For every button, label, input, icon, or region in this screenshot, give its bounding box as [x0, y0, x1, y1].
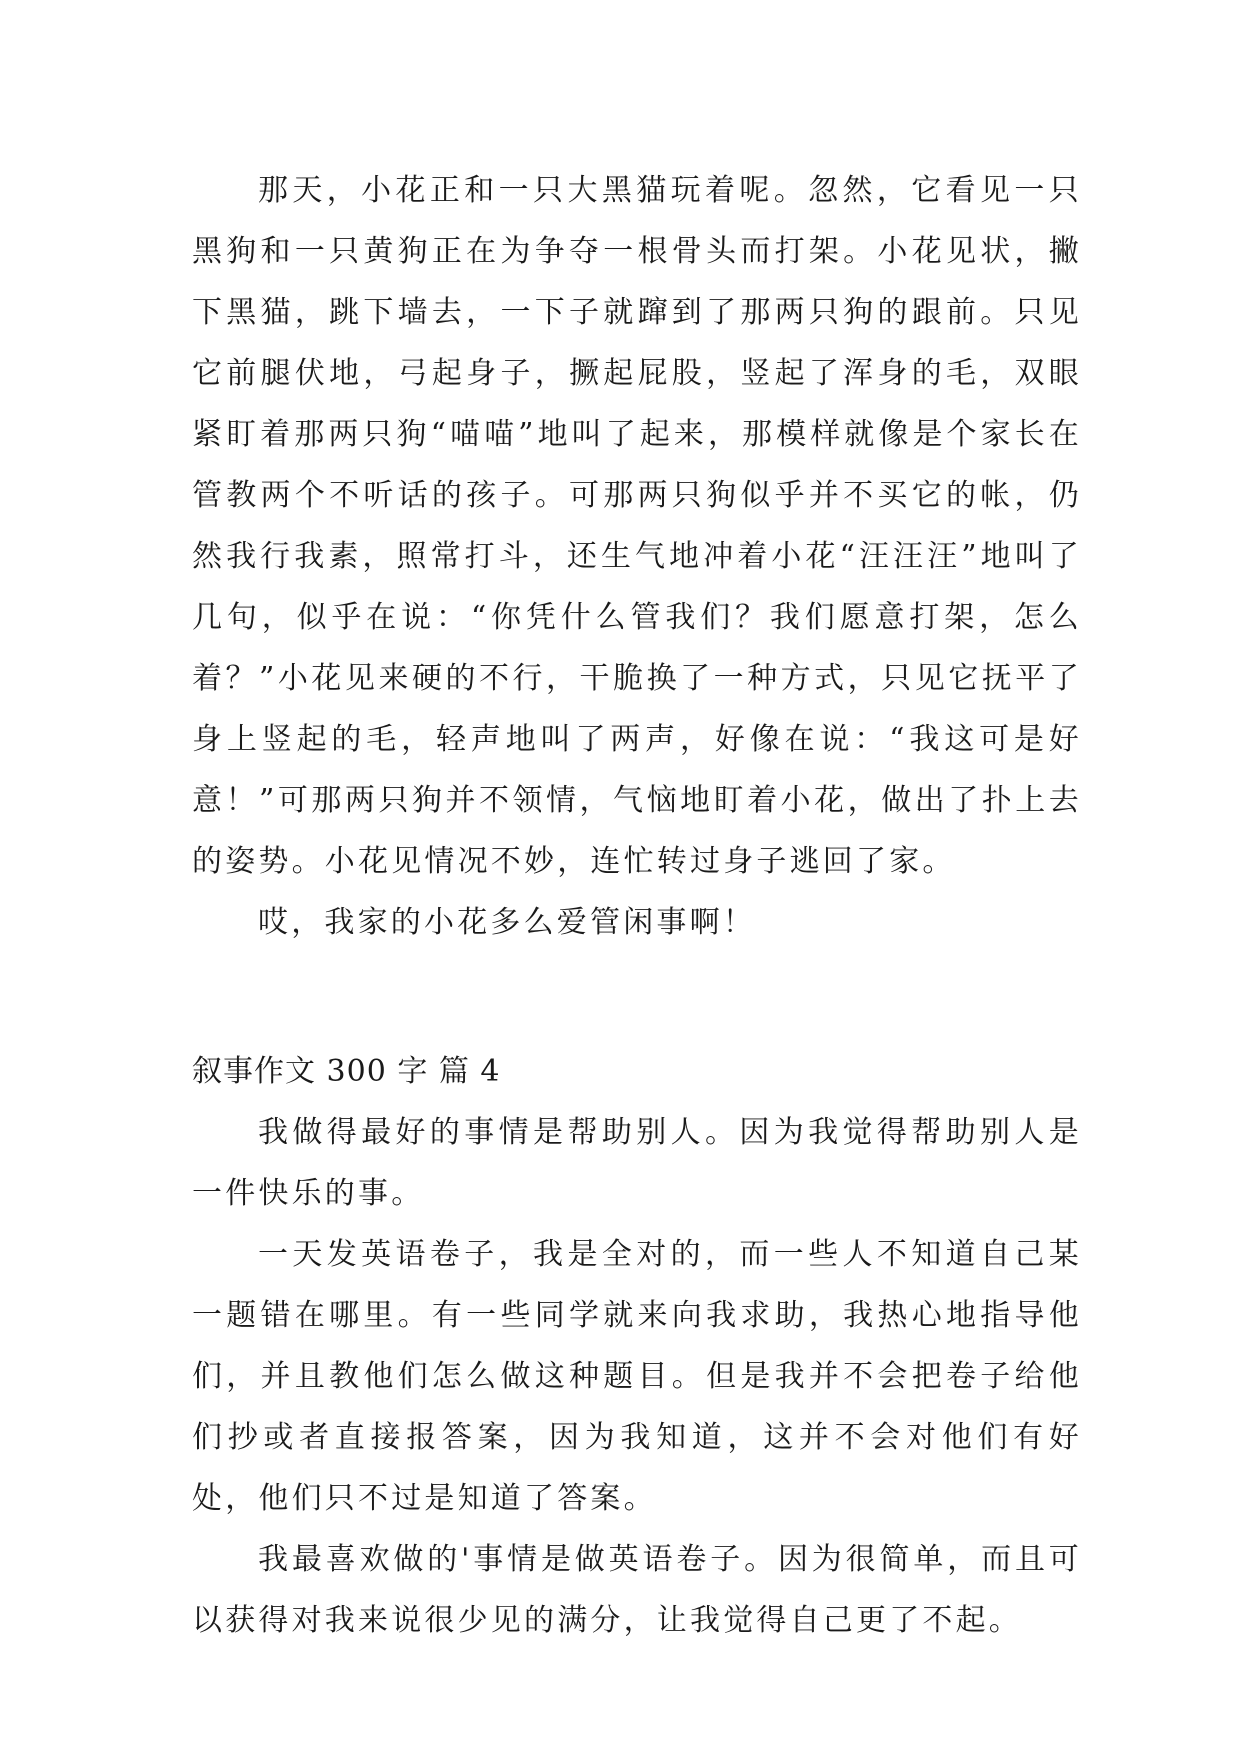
section-heading: 叙事作文 300 字 篇 4 — [192, 1054, 501, 1089]
story4-paragraph-2: 一天发英语卷子，我是全对的，而一些人不知道自己某一题错在哪里。有一些同学就来向我求助，我热心地指导他们，并且教他们怎么做这种题目。但是我并不会把卷子给他们抄或者直接报答案，因为我知道，这并不会对他们有好处，他们只不过是知道了答案。 — [192, 1237, 1082, 1516]
story3-paragraph-1: 那天，小花正和一只大黑猫玩着呢。忽然，它看见一只黑狗和一只黄狗正在为争夺一根骨头而打架。小花见状，撇下黑猫，跳下墙去，一下子就蹿到了那两只狗的跟前。只见它前腿伏地，弓起身子，撅起屁股，竖起了浑身的毛，双眼紧盯着那两只狗“喵喵”地叫了起来，那模样就像是个家长在管教两个不听话的孩子。可那两只狗似乎并不买它的帐，仍然我行我素，照常打斗，还生气地冲着小花“汪汪汪”地叫了几句，似乎在说：“你凭什么管我们？我们愿意打架，怎么着？”小花见来硬的不行，干脆换了一种方式，只见它抚平了身上竖起的毛，轻声地叫了两声，好像在说：“我这可是好意！”可那两只狗并不领情，气恼地盯着小花，做出了扑上去的姿势。小花见情况不妙，连忙转过身子逃回了家。 — [192, 173, 1082, 879]
story4-paragraph-1: 我做得最好的事情是帮助别人。因为我觉得帮助别人是一件快乐的事。 — [192, 1115, 1082, 1211]
story4-paragraph-3: 我最喜欢做的'事情是做英语卷子。因为很简单，而且可以获得对我来说很少见的满分，让我觉得自己更了不起。 — [192, 1542, 1082, 1638]
story3-paragraph-2: 哎，我家的小花多么爱管闲事啊！ — [258, 905, 756, 940]
document-page — [192, 160, 1082, 1651]
